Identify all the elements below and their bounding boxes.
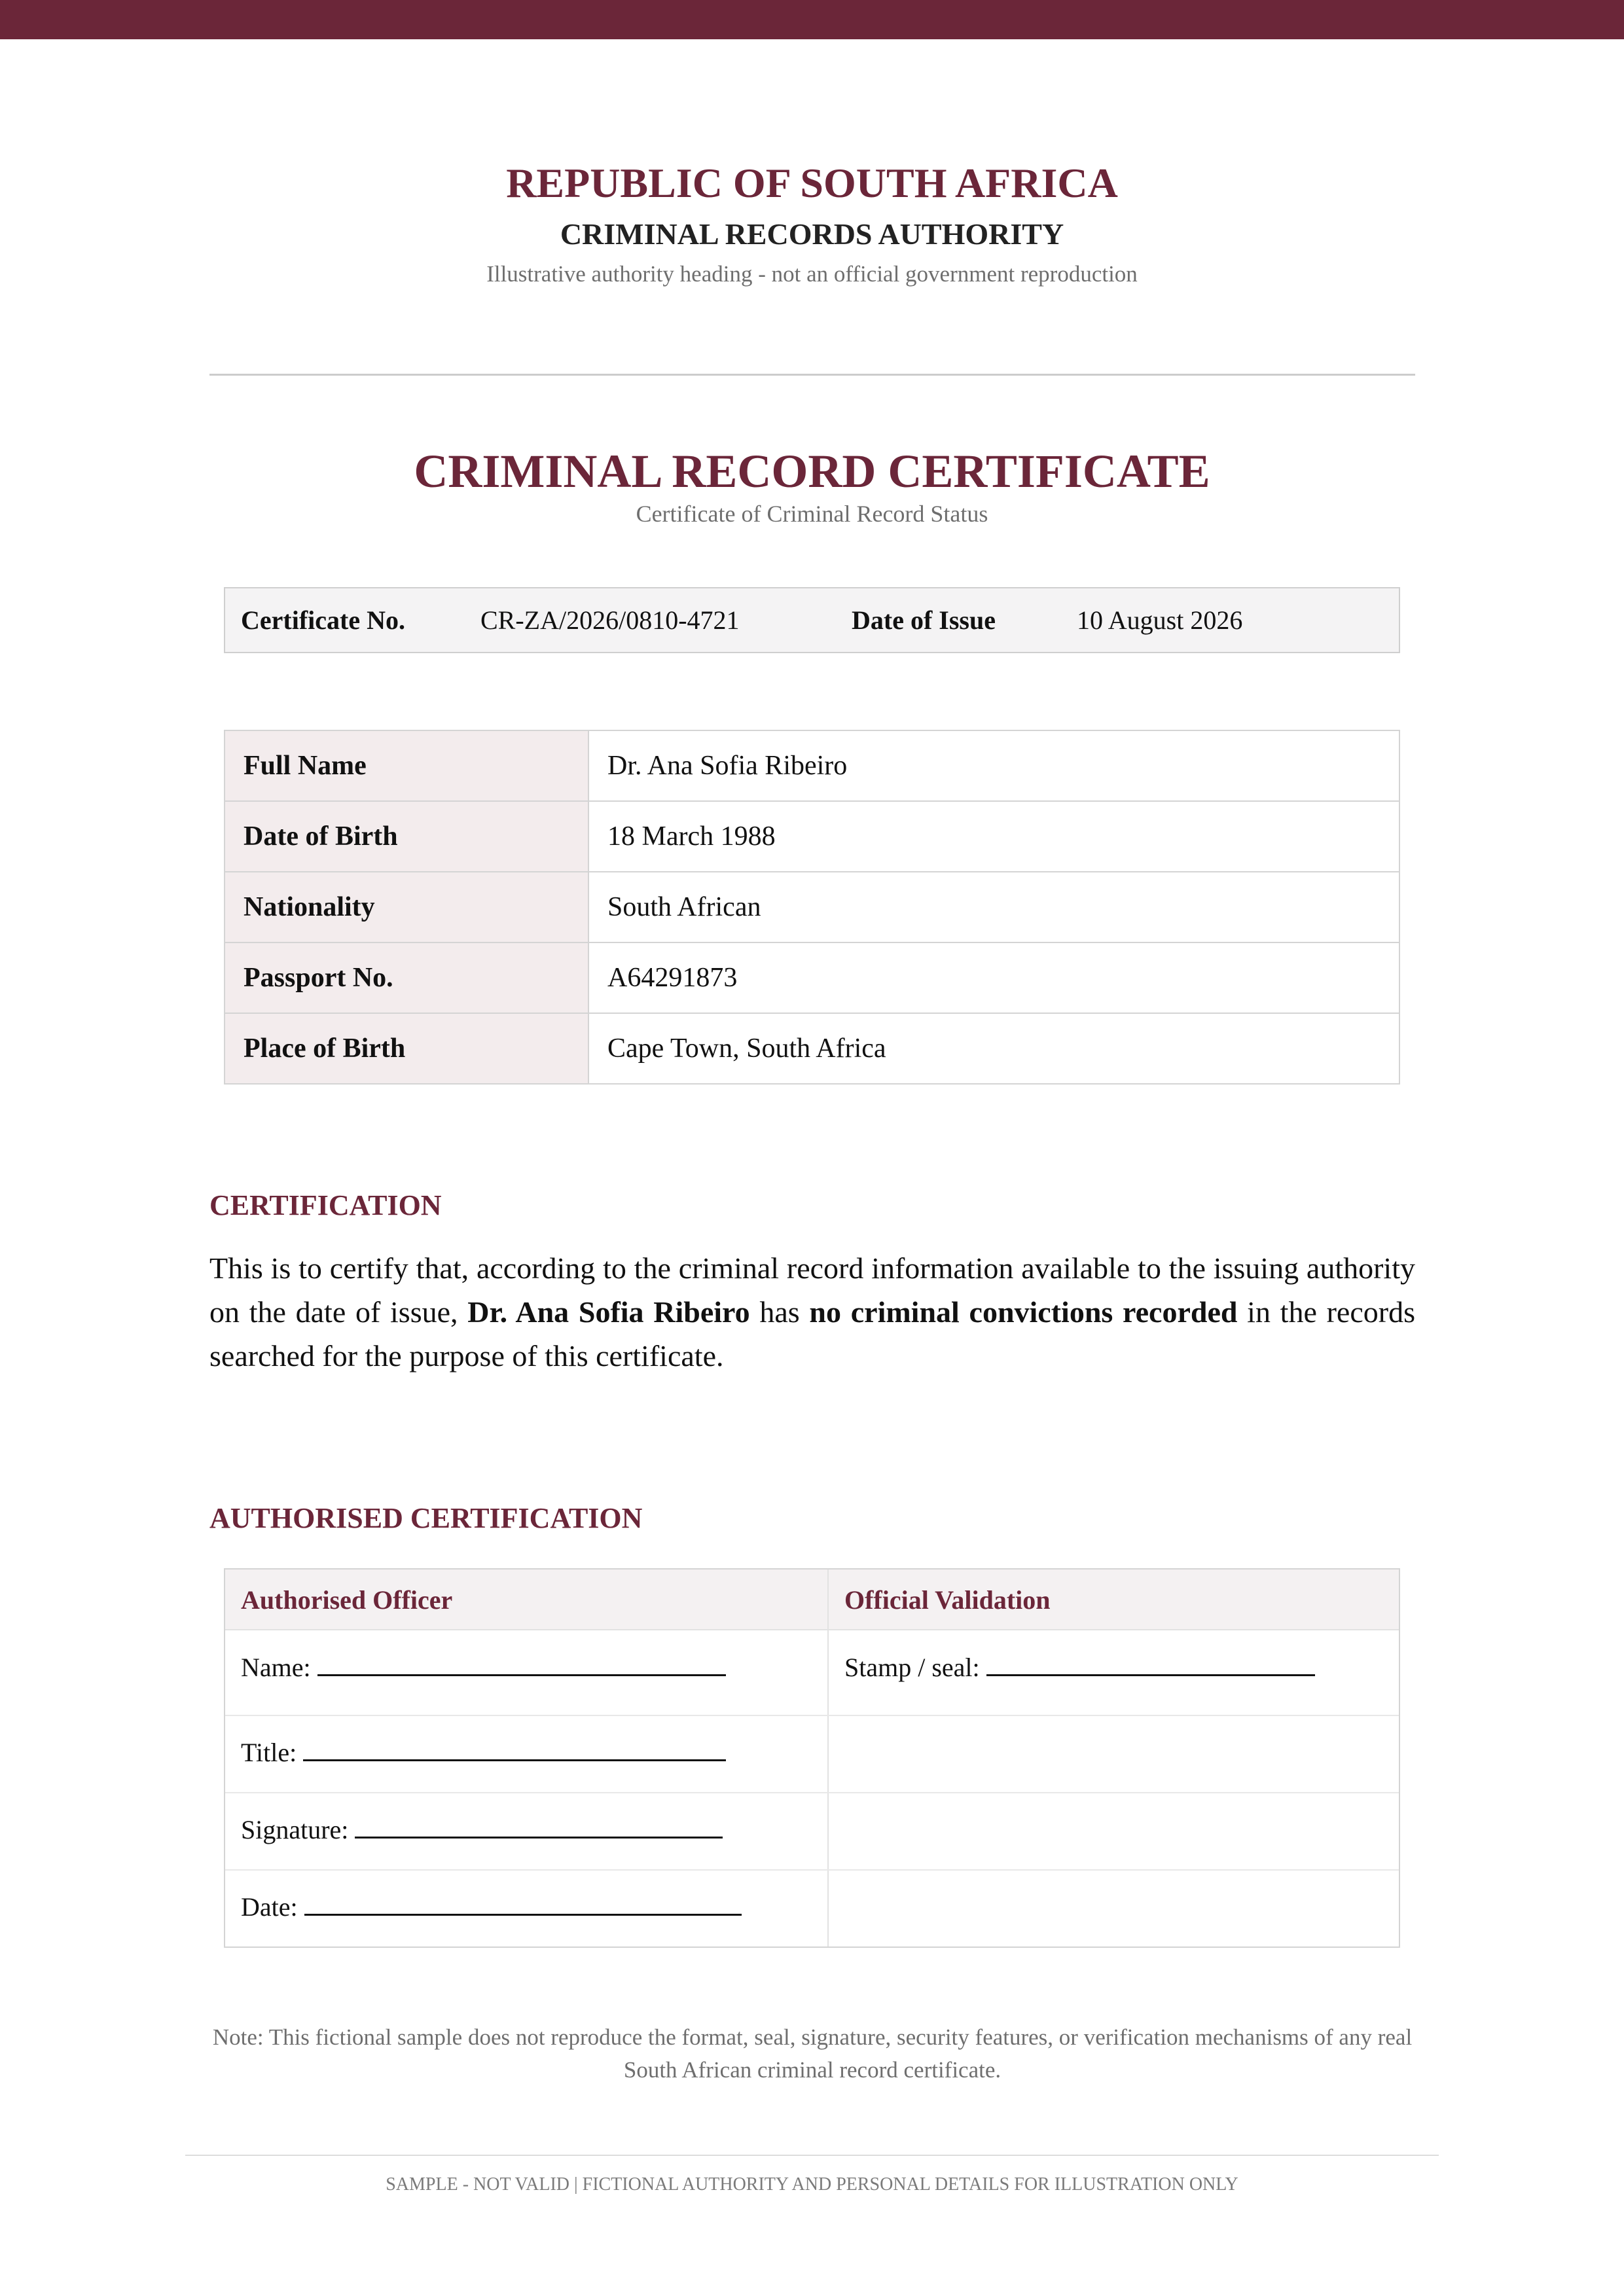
authority-heading: CRIMINAL RECORDS AUTHORITY xyxy=(560,217,1064,251)
document-title: CRIMINAL RECORD CERTIFICATE xyxy=(414,445,1210,497)
table-row xyxy=(225,872,1399,942)
official-validation-column-heading: Official Validation xyxy=(844,1585,1051,1615)
certification-heading: CERTIFICATION xyxy=(209,1189,442,1221)
detail-label: Nationality xyxy=(225,872,588,942)
disclaimer-note: Note: This fictional sample does not reproduce the format, seal, signature, security features, or verification mechanisms of any real South African criminal record certificate. xyxy=(212,2024,1413,2083)
detail-value: A64291873 xyxy=(588,942,1399,1013)
certificate-number-label: Certificate No. xyxy=(241,605,405,635)
detail-value: South African xyxy=(588,872,1399,942)
footer-divider xyxy=(185,2155,1439,2156)
stamp-seal-label: Stamp / seal: xyxy=(844,1653,980,1682)
row-divider xyxy=(225,1869,1399,1871)
stamp-seal-field[interactable] xyxy=(844,1647,1315,1686)
officer-signature-label: Signature: xyxy=(241,1815,349,1844)
table-row xyxy=(225,942,1399,1013)
table-row xyxy=(225,1013,1399,1084)
statement-text: in the records searched for the purpose of this certificate. xyxy=(209,1295,1415,1372)
subject-name: Dr. Ana Sofia Ribeiro xyxy=(467,1295,750,1329)
detail-value: Dr. Ana Sofia Ribeiro xyxy=(588,730,1399,801)
record-status: no criminal convictions recorded xyxy=(809,1295,1238,1329)
detail-label: Full Name xyxy=(225,730,588,801)
top-color-bar xyxy=(0,0,1624,39)
row-divider xyxy=(225,1715,1399,1716)
officer-title-field[interactable] xyxy=(241,1732,726,1771)
officer-name-line xyxy=(317,1647,726,1676)
table-row xyxy=(225,801,1399,872)
row-divider xyxy=(225,1792,1399,1793)
title-block xyxy=(0,440,1624,529)
authorisation-table xyxy=(224,1568,1400,1948)
detail-label: Date of Birth xyxy=(225,801,588,872)
document-header xyxy=(0,156,1624,291)
issue-date-label: Date of Issue xyxy=(852,605,996,635)
detail-label: Passport No. xyxy=(225,942,588,1013)
column-divider xyxy=(827,1570,829,1946)
header-disclaimer: Illustrative authority heading - not an official government reproduction xyxy=(486,261,1138,287)
certificate-number-value: CR-ZA/2026/0810-4721 xyxy=(480,605,740,635)
officer-signature-line xyxy=(355,1810,723,1839)
table-row xyxy=(225,730,1399,801)
statement-text: This is to certify that, according to the criminal record information available to the issuing authority on the date of issue, xyxy=(209,1251,1415,1329)
personal-details-table xyxy=(224,730,1400,1085)
officer-name-label: Name: xyxy=(241,1653,311,1682)
country-heading: REPUBLIC OF SOUTH AFRICA xyxy=(506,160,1118,206)
officer-date-field[interactable] xyxy=(241,1887,742,1926)
officer-date-label: Date: xyxy=(241,1892,298,1922)
statement-text: has xyxy=(749,1295,810,1329)
detail-label: Place of Birth xyxy=(225,1013,588,1084)
officer-name-field[interactable] xyxy=(241,1647,726,1686)
detail-value: 18 March 1988 xyxy=(588,801,1399,872)
officer-title-line xyxy=(303,1732,726,1761)
document-subtitle: Certificate of Criminal Record Status xyxy=(636,501,988,527)
authorised-certification-heading: AUTHORISED CERTIFICATION xyxy=(209,1502,643,1534)
detail-value: Cape Town, South Africa xyxy=(588,1013,1399,1084)
footer-text: SAMPLE - NOT VALID | FICTIONAL AUTHORITY AND PERSONAL DETAILS FOR ILLUSTRATION ONLY xyxy=(386,2174,1238,2195)
officer-title-label: Title: xyxy=(241,1738,297,1767)
officer-date-line xyxy=(304,1887,742,1916)
issue-date-value: 10 August 2026 xyxy=(1077,605,1243,635)
certification-statement xyxy=(209,1246,1415,1378)
authorised-officer-column-heading: Authorised Officer xyxy=(241,1585,453,1615)
certificate-info-bar xyxy=(224,587,1400,653)
header-divider xyxy=(209,374,1415,376)
officer-signature-field[interactable] xyxy=(241,1810,723,1848)
stamp-seal-line xyxy=(986,1647,1315,1676)
